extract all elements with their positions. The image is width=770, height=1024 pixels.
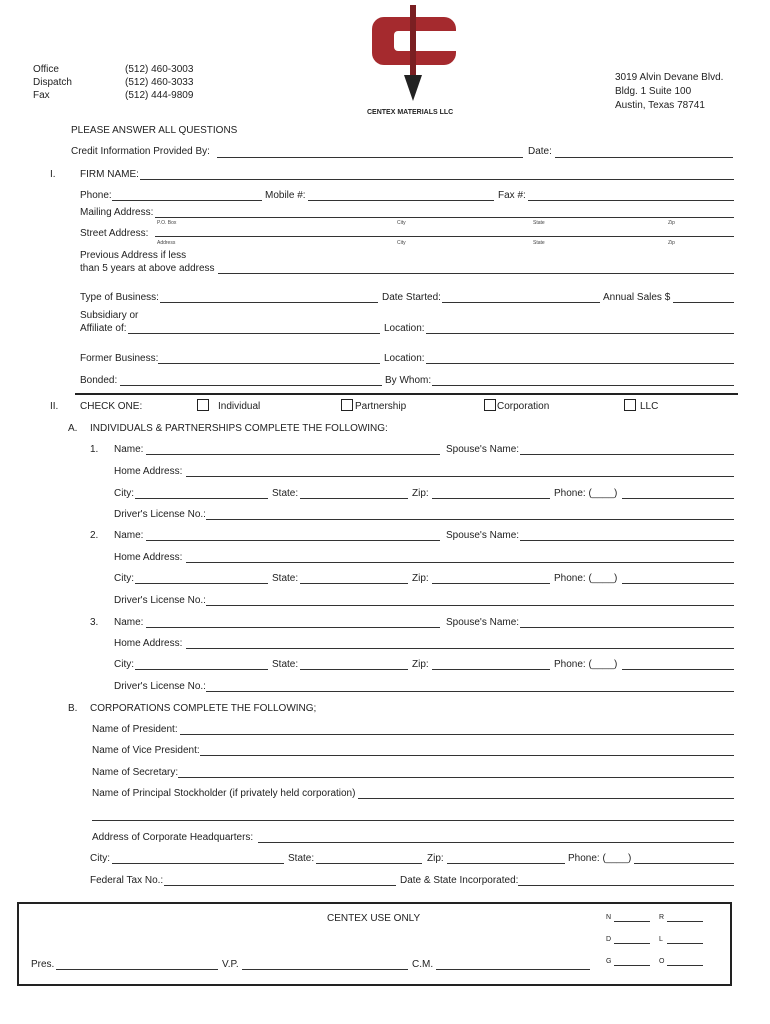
hq-field[interactable] (258, 842, 734, 843)
code-n-field[interactable] (614, 921, 650, 922)
dispatch-phone: (512) 460-3033 (125, 77, 194, 88)
person2-phone-field[interactable] (622, 583, 734, 584)
code-l-label: L (659, 936, 663, 943)
person2-zip-label: Zip: (412, 573, 429, 584)
person3-name-label: Name: (114, 617, 144, 628)
by-whom-label: By Whom: (385, 375, 432, 386)
president-field[interactable] (180, 734, 734, 735)
a-letter: A. (68, 423, 78, 434)
credit-label: Credit Information Provided By: (71, 146, 210, 157)
code-n-label: N (606, 914, 612, 921)
office-label: Office (33, 64, 59, 75)
code-l-field[interactable] (667, 943, 703, 944)
code-g-field[interactable] (614, 965, 650, 966)
code-r-field[interactable] (667, 921, 703, 922)
person1-state-field[interactable] (300, 498, 408, 499)
person2-zip-field[interactable] (432, 583, 550, 584)
person2-city-field[interactable] (135, 583, 268, 584)
stockholder-label: Name of Principal Stockholder (if privately held corporation) (92, 788, 356, 799)
individual-label: Individual (218, 401, 261, 412)
former-field[interactable] (158, 363, 380, 364)
hq-label: Address of Corporate Headquarters: (92, 832, 254, 843)
by-whom-field[interactable] (432, 385, 734, 386)
date-started-field[interactable] (442, 302, 600, 303)
annual-sales-label: Annual Sales $ (603, 292, 671, 303)
b-letter: B. (68, 703, 78, 714)
corp-city-field[interactable] (112, 863, 284, 864)
sub-address: Address (157, 240, 176, 246)
person1-license-label: Driver's License No.: (114, 509, 206, 520)
person2-license-field[interactable] (206, 605, 734, 606)
stockholder-field-2[interactable] (92, 820, 734, 821)
person1-name-label: Name: (114, 444, 144, 455)
phone-field[interactable] (112, 200, 262, 201)
person3-name-field[interactable] (146, 627, 440, 628)
person2-num: 2. (90, 530, 99, 541)
sub-state-2: State (533, 240, 545, 246)
address-line2: Bldg. 1 Suite 100 (615, 86, 692, 97)
date-field[interactable] (555, 157, 733, 158)
street-field[interactable] (155, 236, 734, 237)
person3-zip-field[interactable] (432, 669, 550, 670)
vp-label: V.P. (222, 959, 239, 970)
address-line3: Austin, Texas 78741 (615, 100, 705, 111)
person1-home-field[interactable] (186, 476, 734, 477)
person2-home-label: Home Address: (114, 552, 183, 563)
sub-zip: Zip (668, 220, 675, 226)
fax-label-firm: Fax #: (498, 190, 526, 201)
tax-field[interactable] (164, 885, 396, 886)
company-name: CENTEX MATERIALS LLC (367, 109, 454, 116)
cm-field[interactable] (436, 969, 590, 970)
person2-name-label: Name: (114, 530, 144, 541)
section-divider (75, 393, 738, 395)
person1-spouse-label: Spouse's Name: (446, 444, 520, 455)
sub-city: City (397, 220, 406, 226)
former-label: Former Business: (80, 353, 159, 364)
pres-field[interactable] (56, 969, 218, 970)
person3-spouse-label: Spouse's Name: (446, 617, 520, 628)
person1-num: 1. (90, 444, 99, 455)
partnership-label: Partnership (355, 401, 407, 412)
person3-spouse-field[interactable] (520, 627, 734, 628)
person1-name-field[interactable] (146, 454, 440, 455)
person3-home-label: Home Address: (114, 638, 183, 649)
office-phone: (512) 460-3003 (125, 64, 194, 75)
a-title: INDIVIDUALS & PARTNERSHIPS COMPLETE THE FOLLOWING: (90, 423, 388, 434)
centex-use-title: CENTEX USE ONLY (327, 913, 421, 924)
mailing-field[interactable] (155, 217, 734, 218)
location-field[interactable] (426, 333, 734, 334)
sub-city-2: City (397, 240, 406, 246)
person1-state-label: State: (272, 488, 299, 499)
type-label: Type of Business: (80, 292, 159, 303)
bonded-field[interactable] (120, 385, 382, 386)
vice-label: Name of Vice President: (92, 745, 200, 756)
firm-name-field[interactable] (140, 179, 734, 180)
annual-sales-field[interactable] (673, 302, 734, 303)
location-label: Location: (384, 323, 425, 334)
corp-zip-label: Zip: (427, 853, 444, 864)
person1-city-label: City: (114, 488, 134, 499)
person3-phone-field[interactable] (622, 669, 734, 670)
person3-license-field[interactable] (206, 691, 734, 692)
tax-label: Federal Tax No.: (90, 875, 164, 886)
person2-state-label: State: (272, 573, 299, 584)
person2-home-field[interactable] (186, 562, 734, 563)
llc-label: LLC (640, 401, 659, 412)
person3-city-label: City: (114, 659, 134, 670)
credit-field[interactable] (217, 157, 523, 158)
person1-license-field[interactable] (206, 519, 734, 520)
corp-state-label: State: (288, 853, 315, 864)
person2-state-field[interactable] (300, 583, 408, 584)
person3-license-label: Driver's License No.: (114, 681, 206, 692)
llc-checkbox[interactable] (624, 399, 636, 411)
prev-address-line2: than 5 years at above address (80, 263, 215, 274)
person2-spouse-field[interactable] (520, 540, 734, 541)
partnership-checkbox[interactable] (341, 399, 353, 411)
corp-phone-label: Phone: (____) (568, 853, 632, 864)
code-o-field[interactable] (667, 965, 703, 966)
check-one-label: CHECK ONE: (80, 401, 143, 412)
person2-spouse-label: Spouse's Name: (446, 530, 520, 541)
code-o-label: O (659, 958, 665, 965)
b-title: CORPORATIONS COMPLETE THE FOLLOWING; (90, 703, 317, 714)
cm-label: C.M. (412, 959, 434, 970)
person1-spouse-field[interactable] (520, 454, 734, 455)
dispatch-label: Dispatch (33, 77, 72, 88)
person1-zip-label: Zip: (412, 488, 429, 499)
code-d-field[interactable] (614, 943, 650, 944)
prev-address-line1: Previous Address if less (80, 250, 187, 261)
mobile-field[interactable] (308, 200, 494, 201)
address-line1: 3019 Alvin Devane Blvd. (615, 72, 724, 83)
person1-home-label: Home Address: (114, 466, 183, 477)
person3-num: 3. (90, 617, 99, 628)
date-label: Date: (528, 146, 552, 157)
individual-checkbox[interactable] (197, 399, 209, 411)
section1-numeral: I. (50, 169, 56, 180)
corp-city-label: City: (90, 853, 110, 864)
person1-city-field[interactable] (135, 498, 268, 499)
person3-city-field[interactable] (135, 669, 268, 670)
person2-name-field[interactable] (146, 540, 440, 541)
person3-zip-label: Zip: (412, 659, 429, 670)
section2-numeral: II. (50, 401, 59, 412)
president-label: Name of President: (92, 724, 178, 735)
person2-city-label: City: (114, 573, 134, 584)
person1-phone-field[interactable] (622, 498, 734, 499)
centex-logo (364, 5, 464, 117)
location-field-2[interactable] (426, 363, 734, 364)
secretary-label: Name of Secretary: (92, 767, 179, 778)
date-started-label: Date Started: (382, 292, 441, 303)
type-field[interactable] (160, 302, 378, 303)
stockholder-field[interactable] (358, 798, 734, 799)
subsidiary-label: Subsidiary or (80, 310, 139, 321)
corp-zip-field[interactable] (447, 863, 565, 864)
person1-zip-field[interactable] (432, 498, 550, 499)
sub-zip-2: Zip (668, 240, 675, 246)
date-state-field[interactable] (518, 885, 734, 886)
corporation-label: Corporation (497, 401, 550, 412)
fax-field[interactable] (528, 200, 734, 201)
sub-state: State (533, 220, 545, 226)
firm-name-label: FIRM NAME: (80, 169, 139, 180)
corp-state-field[interactable] (316, 863, 422, 864)
code-r-label: R (659, 914, 665, 921)
code-d-label: D (606, 936, 612, 943)
vp-field[interactable] (242, 969, 408, 970)
bonded-label: Bonded: (80, 375, 118, 386)
person2-phone-label: Phone: (____) (554, 573, 618, 584)
person1-phone-label: Phone: (____) (554, 488, 618, 499)
instruction: PLEASE ANSWER ALL QUESTIONS (71, 125, 238, 136)
vice-field[interactable] (200, 755, 734, 756)
corp-phone-field[interactable] (634, 863, 734, 864)
phone-label: Phone: (80, 190, 112, 201)
mobile-label: Mobile #: (265, 190, 306, 201)
person3-state-label: State: (272, 659, 299, 670)
secretary-field[interactable] (178, 777, 734, 778)
person3-home-field[interactable] (186, 648, 734, 649)
code-g-label: G (606, 958, 612, 965)
person2-license-label: Driver's License No.: (114, 595, 206, 606)
person3-phone-label: Phone: (____) (554, 659, 618, 670)
sub-po: P.O. Box (157, 220, 177, 226)
person3-state-field[interactable] (300, 669, 408, 670)
affiliate-field[interactable] (128, 333, 380, 334)
fax-label: Fax (33, 90, 50, 101)
pres-label: Pres. (31, 959, 55, 970)
prev-address-field[interactable] (218, 273, 734, 274)
street-label: Street Address: (80, 228, 149, 239)
date-state-label: Date & State Incorporated: (400, 875, 519, 886)
location-label-2: Location: (384, 353, 425, 364)
corporation-checkbox[interactable] (484, 399, 496, 411)
fax-phone: (512) 444-9809 (125, 90, 194, 101)
mailing-label: Mailing Address: (80, 207, 154, 218)
affiliate-label: Affiliate of: (80, 323, 127, 334)
